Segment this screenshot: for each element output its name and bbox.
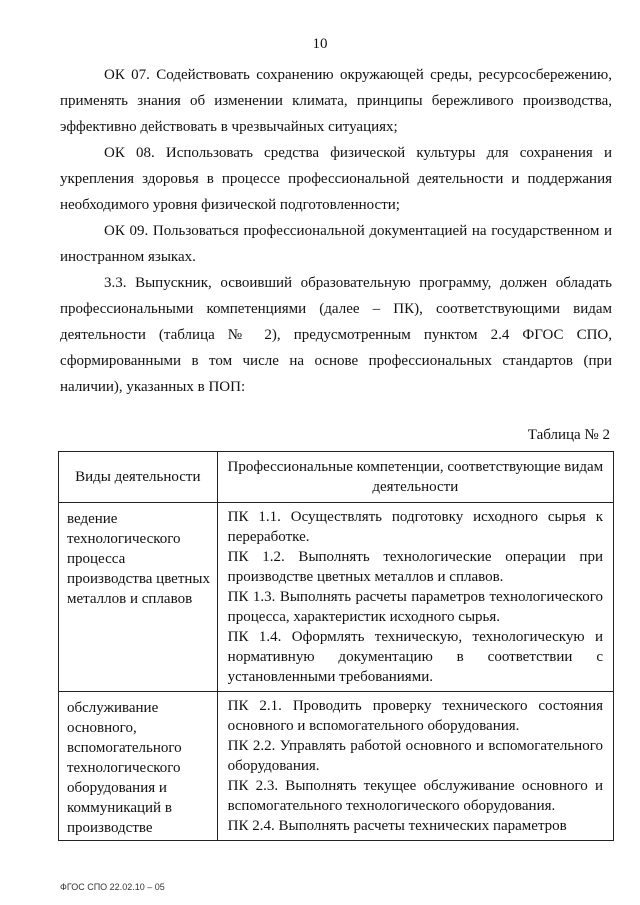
competences-cell — [217, 692, 613, 841]
table-header-row — [59, 452, 614, 503]
paragraph-ok08: ОК 08. Использовать средства физической культуры для сохранения и укрепления здоровья в процессе профессиональной деятельности и поддержания необходимого уровня физической подготовленности; — [60, 145, 612, 213]
competence-item: ПК 1.1. Осуществлять подготовку исходного сырья к переработке. — [227, 509, 603, 545]
competence-item: ПК 2.1. Проводить проверку технического состояния основного и вспомогательного оборудования. — [227, 698, 603, 734]
competences-cell — [217, 503, 613, 692]
activity-text: обслуживание основного, вспомогательного технологического оборудования и коммуникаций в производстве — [67, 700, 182, 836]
header-activity: Виды деятельности — [59, 452, 218, 503]
competence-item: ПК 2.4. Выполнять расчеты технических параметров — [227, 818, 567, 834]
competences-table — [58, 451, 614, 841]
document-footer: ФГОС СПО 22.02.10 – 05 — [60, 882, 165, 892]
table-caption: Таблица № 2 — [527, 427, 610, 443]
header-competences: Профессиональные компетенции, соответствующие видам деятельности — [217, 452, 613, 503]
paragraph-ok07: ОК 07. Содействовать сохранению окружающей среды, ресурсосбережению, применять знания об изменении климата, принципы бережливого производства, эффективно действовать в чрезвычайных ситуациях; — [60, 67, 612, 135]
page-number: 10 — [312, 36, 328, 52]
paragraph-3-3: 3.3. Выпускник, освоивший образовательную программу, должен обладать профессиональными компетенциями (далее – ПК), соответствующими видам деятельности (таблица № 2), предусмотренным пунктом 2.4 ФГОС СПО, сформированными в том числе на основе профессиональных стандартов (при наличии), указанных в ПОП: — [60, 275, 612, 395]
competence-item: ПК 1.4. Оформлять техническую, технологическую и нормативную документацию в соответствии с установленными требованиями. — [227, 629, 603, 685]
competence-item: ПК 1.3. Выполнять расчеты параметров технологического процесса, характеристик исходного сырья. — [227, 589, 603, 625]
activity-cell — [59, 692, 218, 841]
competence-item: ПК 2.2. Управлять работой основного и вспомогательного оборудования. — [227, 738, 603, 774]
competence-item: ПК 2.3. Выполнять текущее обслуживание основного и вспомогательного технологического оборудования. — [227, 778, 603, 814]
table-row — [59, 503, 614, 692]
activity-cell — [59, 503, 218, 692]
competence-item: ПК 1.2. Выполнять технологические операции при производстве цветных металлов и сплавов. — [227, 549, 603, 585]
table-row — [59, 692, 614, 841]
paragraph-ok09: ОК 09. Пользоваться профессиональной документацией на государственном и иностранном языках. — [60, 223, 612, 265]
activity-text: ведение технологического процесса производства цветных металлов и сплавов — [67, 511, 211, 607]
